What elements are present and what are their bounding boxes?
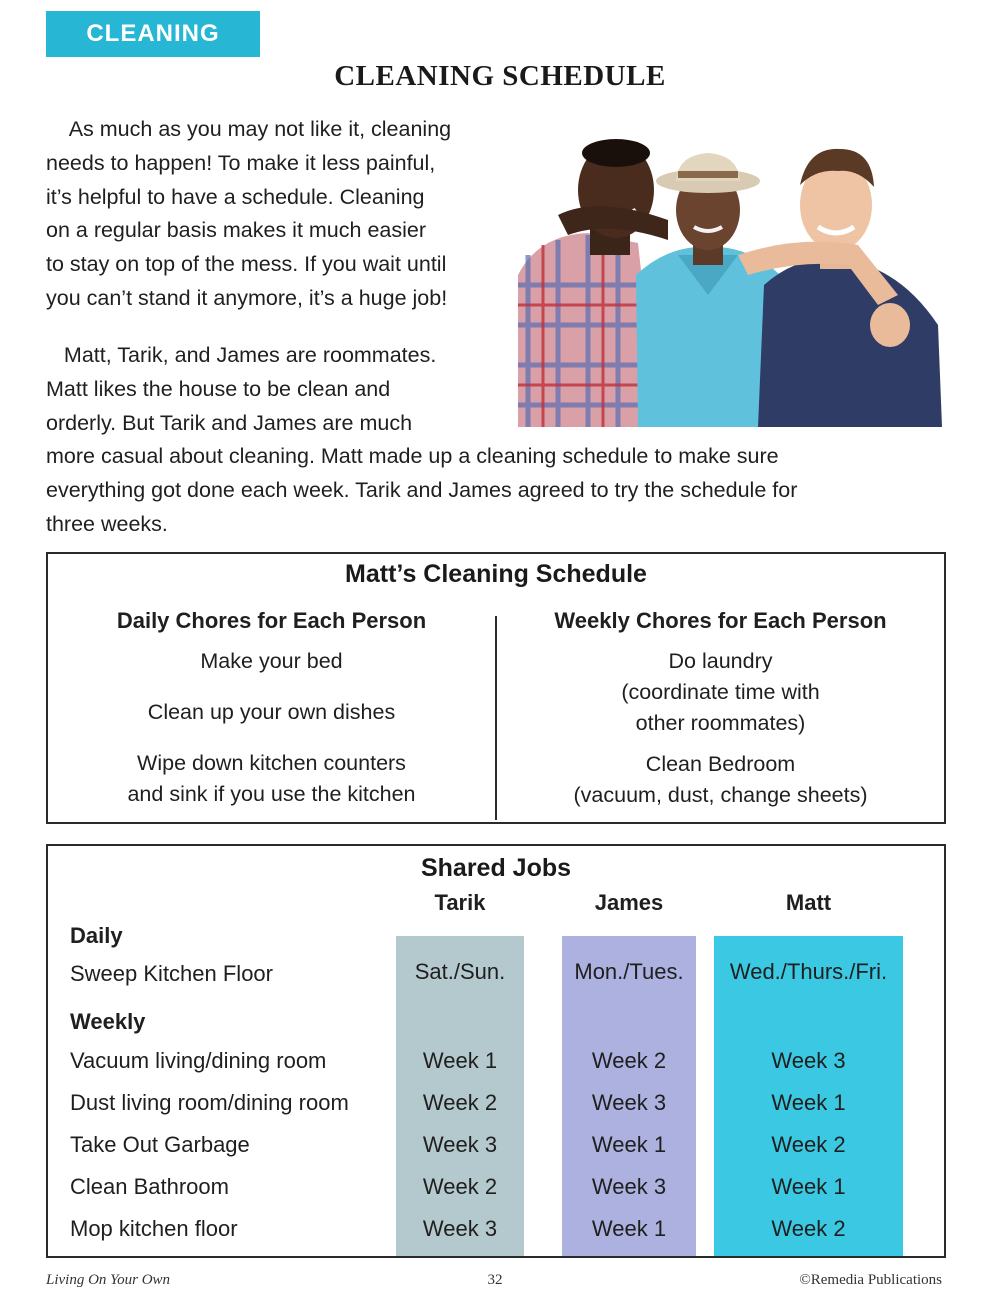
chore-line: Make your bed <box>200 649 343 673</box>
footer-publisher: ©Remedia Publications <box>799 1272 942 1288</box>
text-line: orderly. But Tarik and James are much <box>46 410 413 435</box>
job-label: Mop kitchen floor <box>70 1216 238 1241</box>
job-label: Dust living room/dining room <box>70 1090 349 1115</box>
chore-line: Clean up your own dishes <box>147 700 396 724</box>
table-cell: Wed./Thurs./Fri. <box>729 959 888 984</box>
chore-line: (vacuum, dust, change sheets) <box>573 783 868 807</box>
footer-page-number: 32 <box>487 1272 503 1288</box>
matts-cleaning-schedule-box <box>46 552 946 824</box>
page-title: CLEANING SCHEDULE <box>334 60 666 92</box>
table-cell: Week 1 <box>591 1216 667 1241</box>
table-cell: Week 1 <box>771 1174 846 1199</box>
weekly-chore-item <box>497 646 944 739</box>
chore-line: Clean Bedroom <box>645 752 796 776</box>
job-label: Vacuum living/dining room <box>70 1048 327 1073</box>
table-cell: Week 3 <box>771 1048 846 1073</box>
table-cell: Week 3 <box>591 1174 667 1199</box>
person-header-tarik: Tarik <box>434 890 486 915</box>
chore-line: other roommates) <box>635 711 806 735</box>
text-line: As much as you may not like it, cleaning <box>46 117 452 141</box>
text-line: on a regular basis makes it much easier <box>46 218 427 243</box>
table-cell: Week 2 <box>591 1048 667 1073</box>
text-line: Matt, Tarik, and James are roommates. <box>46 343 437 367</box>
job-label: Sweep Kitchen Floor <box>70 961 273 986</box>
intro-paragraph-1 <box>46 113 451 316</box>
person-header-matt: Matt <box>785 890 832 915</box>
table-cell: Week 2 <box>422 1090 498 1115</box>
footer-book-title: Living On Your Own <box>46 1272 171 1288</box>
text-line: it’s helpful to have a schedule. Cleaning <box>46 184 425 209</box>
chore-line: and sink if you use the kitchen <box>127 782 416 806</box>
section-tag: CLEANING <box>46 11 260 57</box>
table-cell: Week 2 <box>771 1132 846 1157</box>
text-line: Matt likes the house to be clean and <box>46 376 391 401</box>
daily-chore-item <box>48 748 495 810</box>
chore-line: (coordinate time with <box>621 680 820 704</box>
shared-jobs-box <box>46 844 946 1258</box>
daily-chores-column <box>48 608 495 830</box>
text-line: everything got done each week. Tarik and James agreed to try the schedule for <box>46 478 798 503</box>
table-cell: Week 3 <box>422 1216 498 1241</box>
daily-section-heading: Daily <box>70 923 123 948</box>
table-cell: Week 2 <box>422 1174 498 1199</box>
table-cell: Week 3 <box>591 1090 667 1115</box>
daily-chores-heading: Daily Chores for Each Person <box>116 608 427 633</box>
table-cell: Week 1 <box>422 1048 498 1073</box>
schedule-title: Matt’s Cleaning Schedule <box>345 560 647 588</box>
weekly-chores-heading: Weekly Chores for Each Person <box>554 608 887 633</box>
shared-jobs-title: Shared Jobs <box>420 854 572 882</box>
text-line: more casual about cleaning. Matt made up a cleaning schedule to make sure <box>46 444 779 469</box>
chore-line: Do laundry <box>668 649 773 673</box>
three-roommates-photo <box>518 135 942 427</box>
table-cell: Sat./Sun. <box>414 959 506 984</box>
table-cell: Mon./Tues. <box>574 959 684 984</box>
daily-chore-item <box>48 646 495 677</box>
weekly-section-heading: Weekly <box>70 1009 146 1034</box>
table-cell: Week 1 <box>771 1090 846 1115</box>
table-cell: Week 2 <box>771 1216 846 1241</box>
job-label: Clean Bathroom <box>70 1174 229 1199</box>
text-line: needs to happen! To make it less painful, <box>46 150 436 175</box>
weekly-chore-item <box>497 749 944 811</box>
text-line: three weeks. <box>46 511 168 536</box>
table-cell: Week 1 <box>591 1132 667 1157</box>
text-line: you can’t stand it anymore, it’s a huge job! <box>46 285 448 310</box>
text-line: to stay on top of the mess. If you wait until <box>46 252 447 277</box>
job-label: Take Out Garbage <box>70 1132 250 1157</box>
person-header-james: James <box>594 890 664 915</box>
chore-line: Wipe down kitchen counters <box>137 751 406 775</box>
daily-chore-item <box>48 697 495 728</box>
table-cell: Week 3 <box>422 1132 498 1157</box>
weekly-chores-column <box>497 608 944 821</box>
